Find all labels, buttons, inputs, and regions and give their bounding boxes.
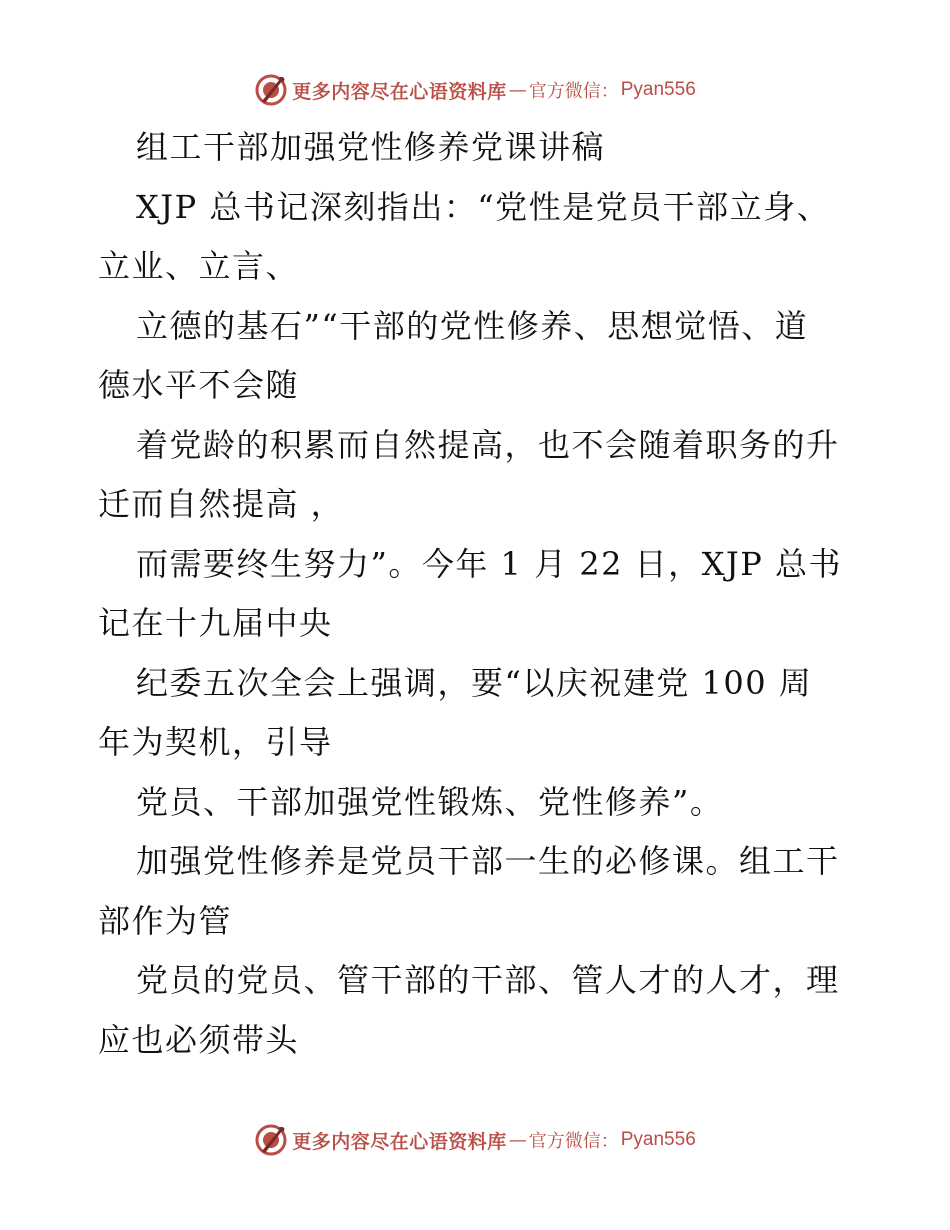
watermark-main-text: 更多内容尽在心语资料库 — [292, 1130, 507, 1153]
document-title: 组工干部加强党性修养党课讲稿 — [136, 128, 606, 166]
text-line: 党员、干部加强党性锻炼、党性修养”。 — [136, 782, 724, 821]
text-line: 着党龄的积累而自然提高，也不会随着职务的升 — [136, 425, 840, 464]
watermark-dash: — — [508, 79, 527, 101]
text-line: 应也必须带头 — [98, 1020, 300, 1059]
watermark-wechat-id: Pyan556 — [620, 1129, 696, 1150]
watermark-dash: — — [508, 1129, 527, 1151]
text-line: 德水平不会随 — [98, 366, 300, 404]
text-line: 党员的党员、管干部的干部、管人才的人才，理 — [136, 961, 840, 999]
header-watermark — [0, 70, 950, 110]
quill-seal-icon — [254, 1123, 288, 1157]
watermark-wechat-label: 官方微信： — [528, 1131, 619, 1152]
watermark-wechat-id: Pyan556 — [620, 79, 696, 100]
text-line: 年为契机，引导 — [98, 723, 333, 761]
text-line: 立德的基石”“干部的党性修养、思想觉悟、道 — [136, 306, 809, 345]
watermark-wechat-label: 官方微信： — [528, 81, 619, 102]
text-line: 加强党性修养是党员干部一生的必修课。组工干 — [136, 842, 840, 880]
footer-watermark — [0, 1120, 950, 1160]
text-line: 纪委五次全会上强调，要“以庆祝建党 100 周 — [136, 663, 813, 702]
text-line: 立业、立言、 — [98, 247, 300, 285]
text-line: 而需要终生努力”。今年 1 月 22 日，XJP 总书 — [136, 544, 842, 583]
quill-seal-icon — [254, 73, 288, 107]
text-line: XJP 总书记深刻指出：“党性是党员干部立身、 — [136, 187, 831, 226]
document-body — [98, 118, 858, 1070]
text-line: 部作为管 — [98, 901, 233, 940]
text-line: 迁而自然提高 ， — [98, 485, 345, 523]
watermark-main-text: 更多内容尽在心语资料库 — [292, 80, 507, 103]
text-line: 记在十九届中央 — [98, 604, 333, 642]
